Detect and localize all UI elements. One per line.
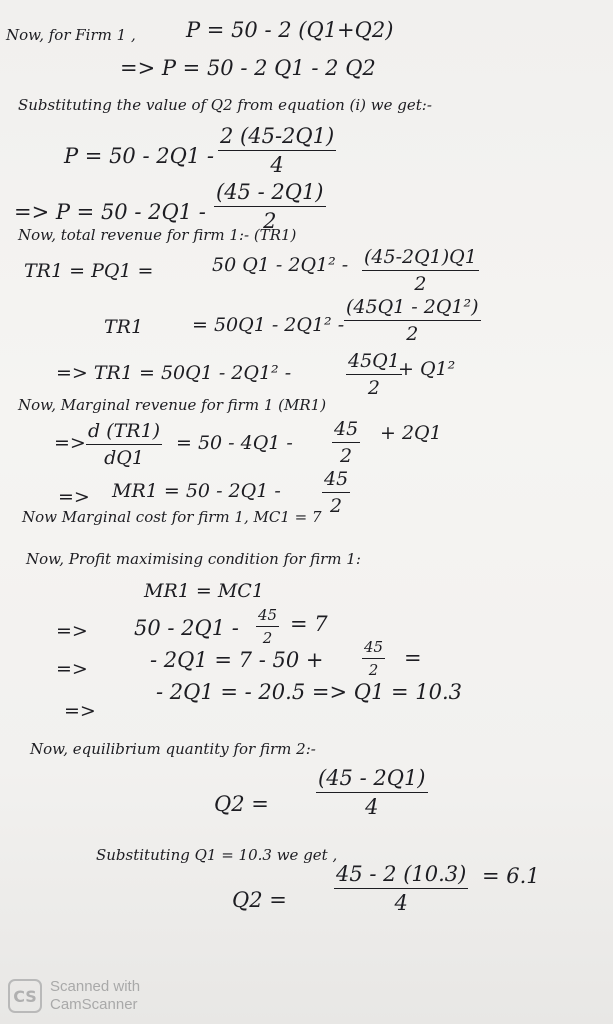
watermark-line1: Scanned with	[50, 978, 141, 995]
implies-symbol: =>	[58, 486, 90, 508]
marginal-revenue-heading: Now, Marginal revenue for firm 1 (MR1)	[18, 396, 327, 414]
price-expanded: => P = 50 - 2 Q1 - 2 Q2	[120, 56, 376, 80]
fraction	[256, 606, 279, 647]
numerator: (45 - 2Q1)	[214, 180, 326, 207]
total-revenue-heading: Now, total revenue for firm 1:- (TR1)	[18, 226, 297, 244]
price-substituted: P = 50 - 2Q1 -	[64, 144, 214, 168]
substitution-note: Substituting Q1 = 10.3 we get ,	[96, 846, 338, 864]
mr-simplified: MR1 = 50 - 2Q1 -	[112, 480, 281, 502]
equation-step: - 2Q1 = 7 - 50 +	[150, 648, 324, 672]
firm2-quantity-heading: Now, equilibrium quantity for firm 2:-	[30, 740, 316, 758]
equation-step: 50 - 2Q1 -	[134, 616, 239, 640]
substitution-note: Substituting the value of Q2 from equation (i) we get:-	[18, 96, 432, 114]
price-simplified: => P = 50 - 2Q1 -	[14, 200, 206, 224]
denominator: 2	[340, 445, 353, 467]
implies-symbol: =>	[64, 700, 96, 722]
denominator: 4	[365, 795, 379, 819]
profit-condition-heading: Now, Profit maximising condition for firm 1:	[26, 550, 361, 568]
q2-label: Q2 =	[232, 888, 287, 912]
equation-rhs: = 7	[290, 612, 328, 636]
denominator: dQ1	[104, 447, 144, 469]
fraction	[344, 296, 481, 345]
mr-equals-mc: MR1 = MC1	[144, 580, 264, 602]
denominator: 2	[406, 323, 419, 345]
tr-expression: = 50Q1 - 2Q1² -	[192, 314, 345, 336]
q1-solution: - 2Q1 = - 20.5 => Q1 = 10.3	[156, 680, 463, 704]
q2-label: Q2 =	[214, 792, 269, 816]
numerator: 2 (45-2Q1)	[218, 124, 336, 151]
numerator: 45 - 2 (10.3)	[334, 862, 468, 889]
numerator: 45	[332, 418, 360, 443]
derivative-fraction	[86, 420, 162, 469]
fraction	[334, 862, 468, 915]
numerator: (45 - 2Q1)	[316, 766, 428, 793]
denominator: 2	[262, 629, 273, 647]
numerator: 45	[362, 638, 385, 659]
denominator: 2	[330, 495, 343, 517]
mr-expression: = 50 - 4Q1 -	[176, 432, 293, 454]
fraction	[346, 350, 402, 399]
denominator: 4	[394, 891, 408, 915]
fraction	[322, 468, 350, 517]
denominator: 2	[414, 273, 427, 295]
camscanner-logo-icon: CS	[8, 979, 42, 1013]
implies-symbol: =>	[54, 432, 86, 454]
q2-result: = 6.1	[482, 864, 540, 888]
tr-label: TR1 = PQ1 =	[24, 260, 154, 282]
fraction	[362, 638, 385, 679]
denominator: 2	[263, 209, 277, 233]
tr-label: TR1	[104, 316, 144, 338]
numerator: (45Q1 - 2Q1²)	[344, 296, 481, 321]
implies-symbol: =>	[56, 620, 88, 642]
watermark-line2: CamScanner	[50, 996, 138, 1013]
numerator: 45	[256, 606, 279, 627]
fraction	[362, 246, 479, 295]
equation-rhs: =	[404, 646, 422, 670]
tr-term: + Q1²	[398, 358, 456, 380]
denominator: 4	[270, 153, 284, 177]
intro-text: Now, for Firm 1 ,	[6, 26, 136, 44]
numerator: 45	[322, 468, 350, 493]
numerator: 45Q1	[346, 350, 402, 375]
mr-term: + 2Q1	[380, 422, 442, 444]
fraction	[332, 418, 360, 467]
price-equation: P = 50 - 2 (Q1+Q2)	[186, 18, 394, 42]
numerator: d (TR1)	[86, 420, 162, 445]
fraction	[316, 766, 428, 819]
denominator: 2	[367, 377, 380, 399]
tr-expression: 50 Q1 - 2Q1² -	[212, 254, 349, 276]
marginal-cost-line: Now Marginal cost for firm 1, MC1 = 7	[22, 508, 322, 526]
numerator: (45-2Q1)Q1	[362, 246, 479, 271]
watermark-text	[50, 978, 140, 1014]
fraction	[218, 124, 336, 177]
camscanner-watermark	[8, 978, 140, 1014]
tr-simplified: => TR1 = 50Q1 - 2Q1² -	[56, 362, 292, 384]
denominator: 2	[368, 661, 379, 679]
implies-symbol: =>	[56, 658, 88, 680]
